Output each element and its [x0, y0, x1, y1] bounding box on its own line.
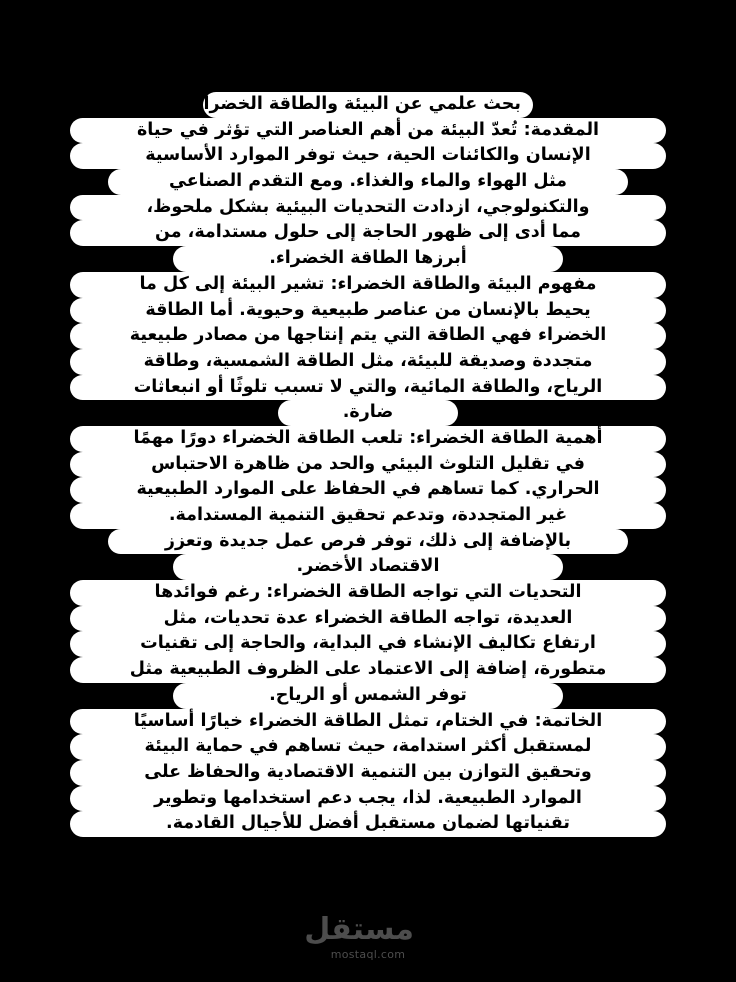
mostaql-url: mostaql.com: [330, 948, 406, 961]
concept-line-2: يحيط بالإنسان من عناصر طبيعية وحيوية. أما الطاقة: [70, 298, 666, 324]
concept-line-4: متجددة وصديقة للبيئة، مثل الطاقة الشمسية، وطاقة: [70, 349, 666, 375]
importance-line-6: الاقتصاد الأخضر.: [173, 554, 563, 580]
intro-line-2: الإنسان والكائنات الحية، حيث توفر الموارد الأساسية: [70, 143, 666, 169]
challenges-line-1: التحديات التي تواجه الطاقة الخضراء: رغم فوائدها: [70, 580, 666, 606]
conclusion-line-3: وتحقيق التوازن بين التنمية الاقتصادية والحفاظ على: [70, 760, 666, 786]
conclusion-line-4: الموارد الطبيعية. لذا، يجب دعم استخدامها وتطوير: [70, 786, 666, 812]
conclusion-line-5: تقنياتها لضمان مستقبل أفضل للأجيال القادمة.: [70, 811, 666, 837]
concept-line-6: ضارة.: [278, 400, 458, 426]
challenges-line-5: توفر الشمس أو الرياح.: [173, 683, 563, 709]
concept-line-5: الرياح، والطاقة المائية، والتي لا تسبب تلوثًا أو انبعاثات: [70, 375, 666, 401]
mostaql-watermark: [304, 912, 414, 974]
importance-line-2: في تقليل التلوث البيئي والحد من ظاهرة الاحتباس: [70, 452, 666, 478]
conclusion-line-1: الخاتمة: في الختام، تمثل الطاقة الخضراء خيارًا أساسيًا: [70, 709, 666, 735]
document-body: [0, 92, 736, 837]
importance-line-5: بالإضافة إلى ذلك، توفر فرص عمل جديدة وتعزز: [108, 529, 628, 555]
intro-line-4: والتكنولوجي، ازدادت التحديات البيئية بشكل ملحوظ،: [70, 195, 666, 221]
conclusion-line-2: لمستقبل أكثر استدامة، حيث تساهم في حماية البيئة: [70, 734, 666, 760]
importance-line-3: الحراري. كما تساهم في الحفاظ على الموارد الطبيعية: [70, 477, 666, 503]
intro-line-5: مما أدى إلى ظهور الحاجة إلى حلول مستدامة، من: [70, 220, 666, 246]
importance-line-4: غير المتجددة، وتدعم تحقيق التنمية المستدامة.: [70, 503, 666, 529]
intro-line-6: أبرزها الطاقة الخضراء.: [173, 246, 563, 272]
intro-line-3: مثل الهواء والماء والغذاء. ومع التقدم الصناعي: [108, 169, 628, 195]
challenges-line-4: متطورة، إضافة إلى الاعتماد على الظروف الطبيعية مثل: [70, 657, 666, 683]
concept-line-3: الخضراء فهي الطاقة التي يتم إنتاجها من مصادر طبيعية: [70, 323, 666, 349]
document-title: بحث علمي عن البيئة والطاقة الخضراء: [203, 92, 533, 118]
challenges-line-2: العديدة، تواجه الطاقة الخضراء عدة تحديات، مثل: [70, 606, 666, 632]
challenges-line-3: ارتفاع تكاليف الإنشاء في البداية، والحاجة إلى تقنيات: [70, 631, 666, 657]
importance-line-1: أهمية الطاقة الخضراء: تلعب الطاقة الخضراء دورًا مهمًا: [70, 426, 666, 452]
mostaql-logo: مستقل: [304, 912, 414, 947]
intro-line-1: المقدمة: تُعدّ البيئة من أهم العناصر التي تؤثر في حياة: [70, 118, 666, 144]
concept-line-1: مفهوم البيئة والطاقة الخضراء: تشير البيئة إلى كل ما: [70, 272, 666, 298]
